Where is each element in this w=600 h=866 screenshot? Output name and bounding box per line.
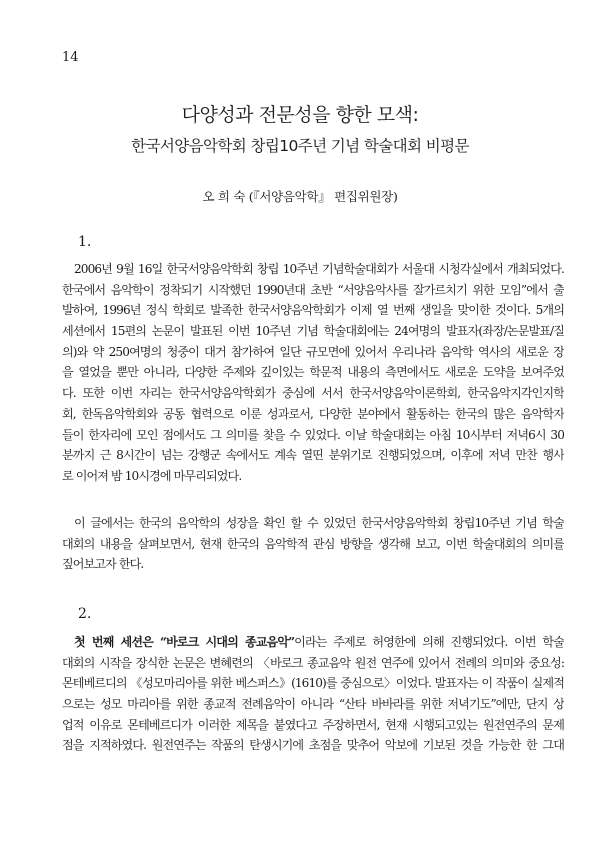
article-title: 다양성과 전문성을 향한 모색: [181, 104, 419, 126]
text-line: 한국에서 음악학이 정착되기 시작했던 1990년대 초반 “서양음악사를 잘가르치기 위한 모임”에서 출 [62, 282, 564, 297]
text-line: 2006년 9월 16일 한국서양음악학회 창립 10주년 기념학술대회가 서울대 시청각실에서 개최되었다. [74, 262, 564, 276]
article-subtitle: 한국서양음악학회 창립10주년 기념 학술대회 비평문 [131, 137, 469, 155]
text-line: 몬테베르디의 《성모마리아를 위한 베스퍼스》(1610)를 중심으로〉이었다. 발표자는 이 작품이 실제적 [62, 676, 564, 691]
text-line: 세션에서 15편의 논문이 발표된 이번 10주년 기념 학술대회에는 24여명의 발표자(좌장/논문발표/질 [62, 324, 564, 339]
text-line: 대회의 시작을 장식한 논문은 변혜련의 〈바로크 종교음악 원전 연주에 있어서 전례의 의미와 중요성: [62, 655, 564, 670]
text-line: 발하여, 1996년 정식 학회로 발족한 한국서양음악학회가 이제 열 번째 생일을 맞이한 것이다. 5개의 [62, 303, 564, 318]
text-line: 이 글에서는 한국의 음악학의 성장을 확인 할 수 있었던 한국서양음악학회 창립10주년 기념 학술 [74, 516, 564, 530]
text-line: 점을 지적하였다. 원전연주는 작품의 탄생시기에 초점을 맞추어 악보에 기보된 것을 가능한 한 그대 [62, 738, 564, 753]
text-line: 회, 한독음악학회와 공동 협력으로 이룬 성과로서, 다양한 분야에서 활동하는 한국의 많은 음악학자 [62, 406, 564, 421]
session-intro-text: 이라는 주제로 허영한에 의해 진행되었다. 이번 학술 [294, 635, 564, 649]
section-1-heading: 1. [78, 234, 92, 250]
text-line: 을 열었을 뿐만 아니라, 다양한 주제와 깊이있는 학문적 내용의 측면에서도 새로운 도약을 보여주었 [62, 365, 564, 380]
section-1-paragraph-1 [62, 259, 564, 487]
page-number: 14 [62, 50, 79, 65]
section-1-paragraph-2 [62, 513, 564, 575]
session-title-bold: 첫 번째 세션은 “바로크 시대의 종교음악” [74, 635, 295, 649]
text-line: 으로는 성모 마리아를 위한 종교적 전례음악이 아니라 “산타 바바라를 위한 저녁기도”에만, 단지 상 [62, 697, 564, 712]
section-2-paragraph-1 [62, 632, 564, 756]
text-line: 짚어보고자 한다. [62, 557, 144, 572]
text-line: 의)와 약 250여명의 청중이 대거 참가하여 일단 규모면에 있어서 우리나라 음악학 역사의 새로운 장 [62, 344, 564, 359]
text-line: 대회의 내용을 살펴보면서, 현재 한국의 음악학적 관심 방향을 생각해 보고, 이번 학술대회의 의미를 [62, 536, 564, 551]
text-line: 분까지 근 8시간이 넘는 강행군 속에서도 계속 열띤 분위기로 진행되었으며, 이후에 저녁 만찬 행사 [62, 448, 564, 463]
author-line: 오 희 숙 (『서양음악학』 편집위원장) [202, 189, 398, 204]
text-line: 다. 또한 이번 자리는 한국서양음악학회가 중심에 서서 한국서양음악이론학회, 한국음악지각인지학 [62, 386, 564, 401]
text-line: 로 이어져 밤 10시경에 마무리되었다. [62, 468, 242, 483]
text-line: 업적 이유로 몬테베르디가 이러한 제목을 붙였다고 주장하면서, 현재 시행되고있는 원전연주의 문제 [62, 717, 564, 732]
text-line [62, 632, 564, 653]
text-line: 들이 한자리에 모인 점에서도 그 의미를 찾을 수 있었다. 이날 학술대회는 아침 10시부터 저녁6시 30 [62, 427, 564, 442]
section-2-heading: 2. [78, 606, 92, 622]
